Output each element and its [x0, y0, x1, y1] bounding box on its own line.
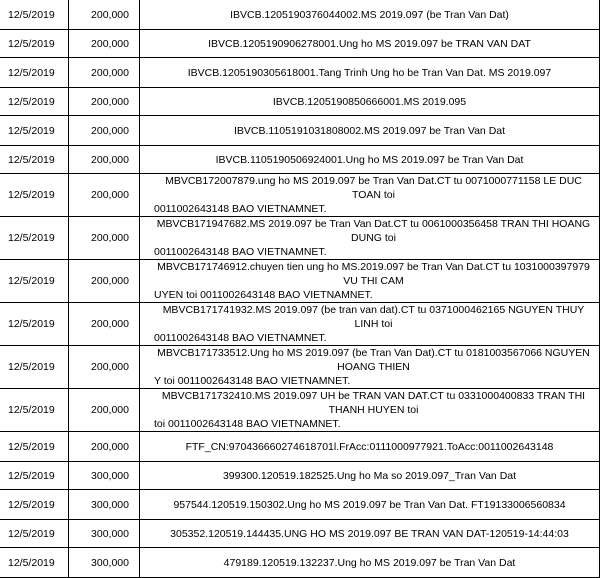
date-cell: 12/5/2019	[0, 462, 69, 490]
amount-cell: 200,000	[69, 174, 140, 217]
amount-cell: 200,000	[69, 88, 140, 116]
amount-cell: 200,000	[69, 58, 140, 88]
table-row	[0, 462, 600, 490]
amount-cell: 200,000	[69, 30, 140, 58]
description-line: MBVCB171732410.MS 2019.097 UH be TRAN VAN DAT.CT tu 0331000400833 TRAN THI THANH HUYEN toi	[161, 390, 586, 416]
table-row	[0, 548, 600, 578]
description-line: 0011002643148 BAO VIETNAMNET.	[154, 332, 327, 344]
description-line: IBVCB.1205190305618001.Tang Trinh Ung ho be Tran Van Dat. MS 2019.097	[187, 66, 552, 79]
description-cell	[140, 432, 600, 462]
description-cell	[140, 520, 600, 548]
amount-cell: 300,000	[69, 520, 140, 548]
description-cell	[140, 88, 600, 116]
description-line: 399300.120519.182525.Ung ho Ma so 2019.097_Tran Van Dat	[222, 469, 517, 482]
table-row	[0, 146, 600, 174]
description-line: MBVCB171741932.MS 2019.097 (be tran van dat).CT tu 0371000462165 NGUYEN THUY LINH toi	[162, 304, 585, 330]
amount-cell: 200,000	[69, 146, 140, 174]
table-row	[0, 88, 600, 116]
description-cell	[140, 146, 600, 174]
date-cell: 12/5/2019	[0, 217, 69, 260]
description-line: toi 0011002643148 BAO VIETNAMNET.	[154, 418, 341, 430]
date-cell: 12/5/2019	[0, 548, 69, 578]
amount-cell: 200,000	[69, 432, 140, 462]
table-row	[0, 490, 600, 520]
description-line: UYEN toi 0011002643148 BAO VIETNAMNET.	[154, 289, 373, 301]
description-line: MBVCB171947682.MS 2019.097 be Tran Van Dat.CT tu 0061000356458 TRAN THI HOANG DUNG toi	[156, 218, 591, 244]
date-cell: 12/5/2019	[0, 30, 69, 58]
amount-cell: 300,000	[69, 548, 140, 578]
date-cell: 12/5/2019	[0, 260, 69, 303]
description-cell	[140, 0, 600, 30]
table-row	[0, 303, 600, 346]
description-cell	[140, 260, 600, 303]
description-line: IBVCB.1105191031808002.MS 2019.097 be Tran Van Dat	[233, 124, 506, 137]
description-cell	[140, 389, 600, 432]
table-row	[0, 346, 600, 389]
description-cell	[140, 58, 600, 88]
date-cell: 12/5/2019	[0, 303, 69, 346]
date-cell: 12/5/2019	[0, 432, 69, 462]
description-cell	[140, 346, 600, 389]
description-line: FTF_CN:970436660274618701l.FrAcc:0111000977921.ToAcc:0011002643148	[185, 440, 554, 453]
amount-cell: 200,000	[69, 303, 140, 346]
description-cell	[140, 462, 600, 490]
amount-cell: 200,000	[69, 389, 140, 432]
date-cell: 12/5/2019	[0, 490, 69, 520]
table-row	[0, 116, 600, 146]
description-line: IBVCB.1205190376044002.MS 2019.097 (be Tran Van Dat)	[230, 8, 509, 21]
table-row	[0, 520, 600, 548]
description-line: IBVCB.1205190850666001.MS 2019.095	[272, 95, 467, 108]
amount-cell: 200,000	[69, 116, 140, 146]
date-cell: 12/5/2019	[0, 174, 69, 217]
description-cell	[140, 490, 600, 520]
table-row	[0, 389, 600, 432]
date-cell: 12/5/2019	[0, 389, 69, 432]
date-cell: 12/5/2019	[0, 0, 69, 30]
table-row	[0, 260, 600, 303]
amount-cell: 200,000	[69, 217, 140, 260]
description-line: 0011002643148 BAO VIETNAMNET.	[154, 246, 327, 258]
table-row	[0, 432, 600, 462]
amount-cell: 200,000	[69, 260, 140, 303]
description-line: 957544.120519.150302.Ung ho MS 2019.097 be Tran Van Dat. FT19133006560834	[173, 498, 566, 511]
amount-cell: 300,000	[69, 490, 140, 520]
description-line: IBVCB.1205190906278001.Ung ho MS 2019.097 be TRAN VAN DAT	[208, 37, 531, 50]
description-cell	[140, 303, 600, 346]
description-line: 305352.120519.144435.UNG HO MS 2019.097 BE TRAN VAN DAT-120519-14:44:03	[170, 527, 569, 540]
description-cell	[140, 548, 600, 578]
date-cell: 12/5/2019	[0, 520, 69, 548]
description-cell	[140, 217, 600, 260]
table-row	[0, 174, 600, 217]
table-row	[0, 58, 600, 88]
table-row	[0, 30, 600, 58]
table-row	[0, 0, 600, 30]
description-line: MBVCB172007879.ung ho MS 2019.097 be Tran Van Dat.CT tu 0071000771158 LE DUC TOAN toi	[165, 175, 582, 201]
date-cell: 12/5/2019	[0, 346, 69, 389]
description-line: 0011002643148 BAO VIETNAMNET.	[154, 203, 327, 215]
description-line: Y toi 0011002643148 BAO VIETNAMNET.	[154, 375, 351, 387]
amount-cell: 300,000	[69, 462, 140, 490]
date-cell: 12/5/2019	[0, 88, 69, 116]
date-cell: 12/5/2019	[0, 146, 69, 174]
description-line: IBVCB.1105190506924001.Ung ho MS 2019.097 be Tran Van Dat	[215, 153, 524, 166]
description-cell	[140, 30, 600, 58]
table-row	[0, 217, 600, 260]
amount-cell: 200,000	[69, 0, 140, 30]
amount-cell: 200,000	[69, 346, 140, 389]
description-cell	[140, 116, 600, 146]
date-cell: 12/5/2019	[0, 116, 69, 146]
date-cell: 12/5/2019	[0, 58, 69, 88]
description-line: MBVCB171746912.chuyen tien ung ho MS.2019.097 be Tran Van Dat.CT tu 1031000397979 VU THI CAM	[157, 261, 590, 287]
description-line: 479189.120519.132237.Ung ho MS 2019.097 be Tran Van Dat	[223, 556, 516, 569]
description-line: MBVCB171733512.Ung ho MS 2019.097 (be Tran Van Dat).CT tu 0181003567066 NGUYEN HOANG THIEN	[157, 347, 590, 373]
description-cell	[140, 174, 600, 217]
